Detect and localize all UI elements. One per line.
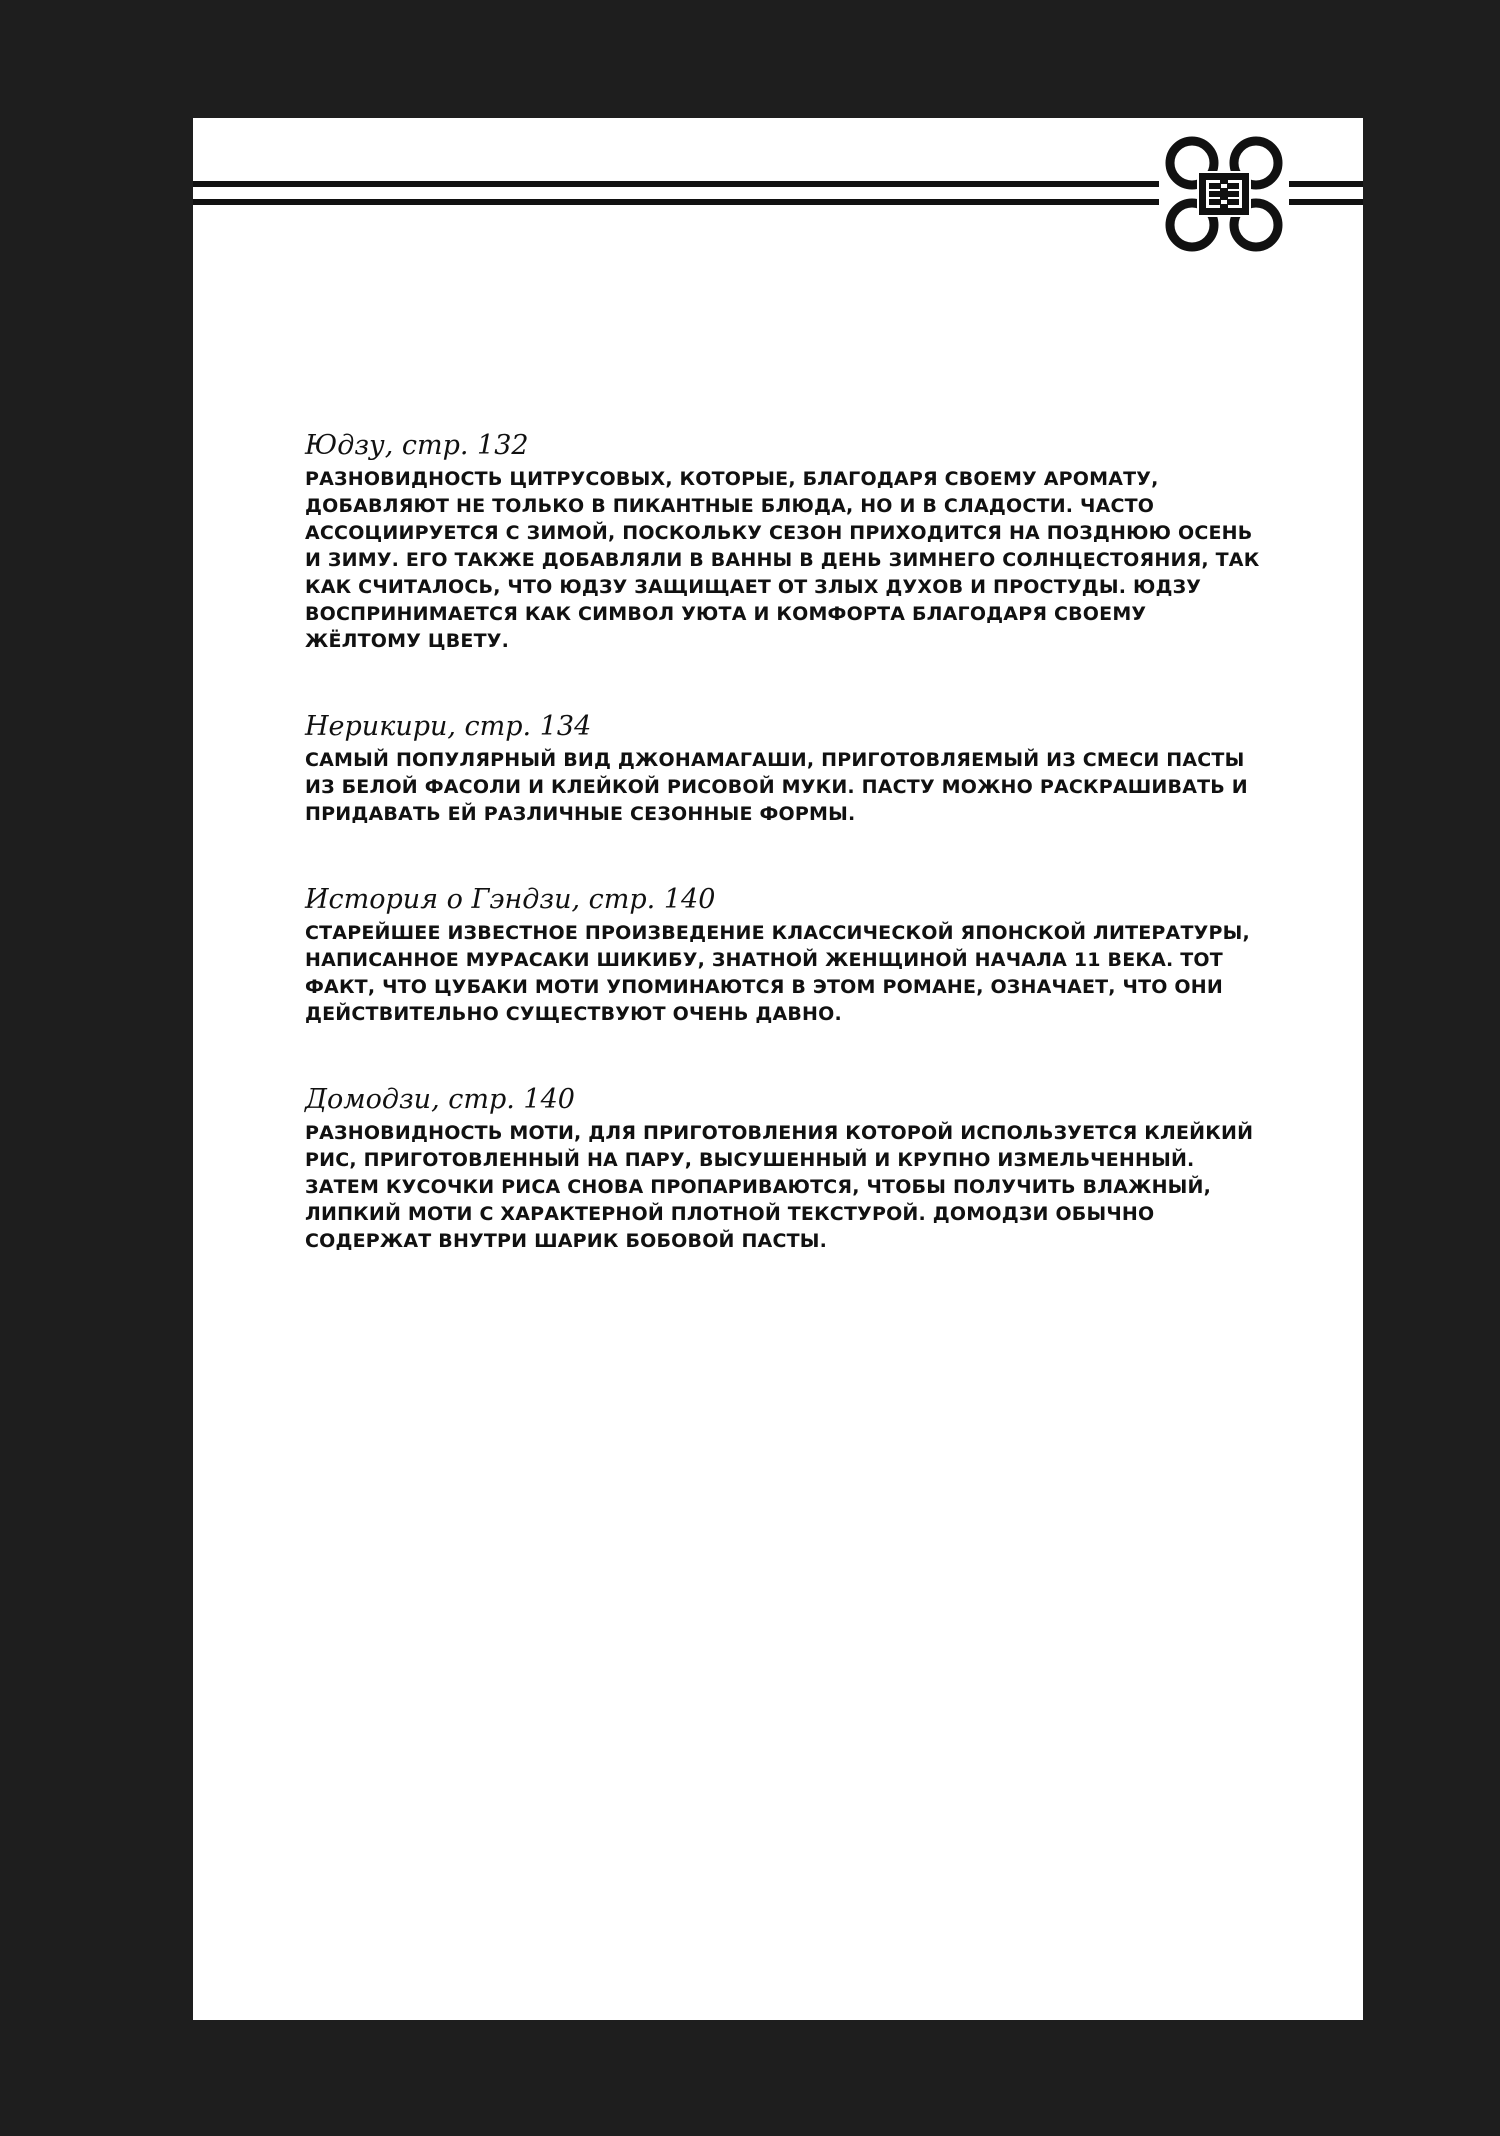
entry-text: РАЗНОВИДНОСТЬ МОТИ, ДЛЯ ПРИГОТОВЛЕНИЯ КОТОРОЙ ИСПОЛЬЗУЕТСЯ КЛЕЙКИЙ РИС, ПРИГОТОВЛЕННЫЙ НА ПАРУ, ВЫСУШЕННЫЙ И КРУПНО ИЗМЕЛЬЧЕННЫЙ. ЗАТЕМ КУСОЧКИ РИСА СНОВА ПРОПАРИВАЮТСЯ, ЧТОБЫ ПОЛУЧИТЬ ВЛАЖНЫЙ, ЛИПКИЙ МОТИ С ХАРАКТЕРНОЙ ПЛОТНОЙ ТЕКСТУРОЙ. ДОМОДЗИ ОБЫЧНО СОДЕРЖАТ ВНУТРИ ШАРИК БОБОВОЙ ПАСТЫ.: [305, 1122, 1254, 1252]
entry-text: САМЫЙ ПОПУЛЯРНЫЙ ВИД ДЖОНАМАГАШИ, ПРИГОТОВЛЯЕМЫЙ ИЗ СМЕСИ ПАСТЫ ИЗ БЕЛОЙ ФАСОЛИ И КЛЕЙКОЙ РИСОВОЙ МУКИ. ПАСТУ МОЖНО РАСКРАШИВАТЬ И ПРИДАВАТЬ ЕЙ РАЗЛИЧНЫЕ СЕЗОННЫЕ ФОРМЫ.: [305, 749, 1248, 825]
glossary-entry: [305, 1082, 1265, 1255]
glossary-entry: [305, 709, 1265, 828]
glossary-page: [193, 118, 1363, 2020]
entry-text: РАЗНОВИДНОСТЬ ЦИТРУСОВЫХ, КОТОРЫЕ, БЛАГОДАРЯ СВОЕМУ АРОМАТУ, ДОБАВЛЯЮТ НЕ ТОЛЬКО В ПИКАНТНЫЕ БЛЮДА, НО И В СЛАДОСТИ. ЧАСТО АССОЦИИРУЕТСЯ С ЗИМОЙ, ПОСКОЛЬКУ СЕЗОН ПРИХОДИТСЯ НА ПОЗДНЮЮ ОСЕНЬ И ЗИМУ. ЕГО ТАКЖЕ ДОБАВЛЯЛИ В ВАННЫ В ДЕНЬ ЗИМНЕГО СОЛНЦЕСТОЯНИЯ, ТАК КАК СЧИТАЛОСЬ, ЧТО ЮДЗУ ЗАЩИЩАЕТ ОТ ЗЛЫХ ДУХОВ И ПРОСТУДЫ. ЮДЗУ ВОСПРИНИМАЕТСЯ КАК СИМВОЛ УЮТА И КОМФОРТА БЛАГОДАРЯ СВОЕМУ ЖЁЛТОМУ ЦВЕТУ.: [305, 468, 1260, 652]
glossary-entry: [305, 428, 1265, 655]
glossary-entry: [305, 882, 1265, 1028]
knot-ornament-icon: [1159, 131, 1289, 257]
glossary-list: [305, 428, 1265, 1309]
entry-title: Юдзу, стр. 132: [305, 430, 529, 461]
entry-title: История о Гэндзи, стр. 140: [305, 884, 716, 915]
entry-title: Нерикири, стр. 134: [305, 711, 592, 742]
entry-title: Домодзи, стр. 140: [305, 1084, 575, 1115]
entry-text: СТАРЕЙШЕЕ ИЗВЕСТНОЕ ПРОИЗВЕДЕНИЕ КЛАССИЧЕСКОЙ ЯПОНСКОЙ ЛИТЕРАТУРЫ, НАПИСАННОЕ МУРАСАКИ ШИКИБУ, ЗНАТНОЙ ЖЕНЩИНОЙ НАЧАЛА 11 ВЕКА. ТОТ ФАКТ, ЧТО ЦУБАКИ МОТИ УПОМИНАЮТСЯ В ЭТОМ РОМАНЕ, ОЗНАЧАЕТ, ЧТО ОНИ ДЕЙСТВИТЕЛЬНО СУЩЕСТВУЮТ ОЧЕНЬ ДАВНО.: [305, 922, 1250, 1025]
